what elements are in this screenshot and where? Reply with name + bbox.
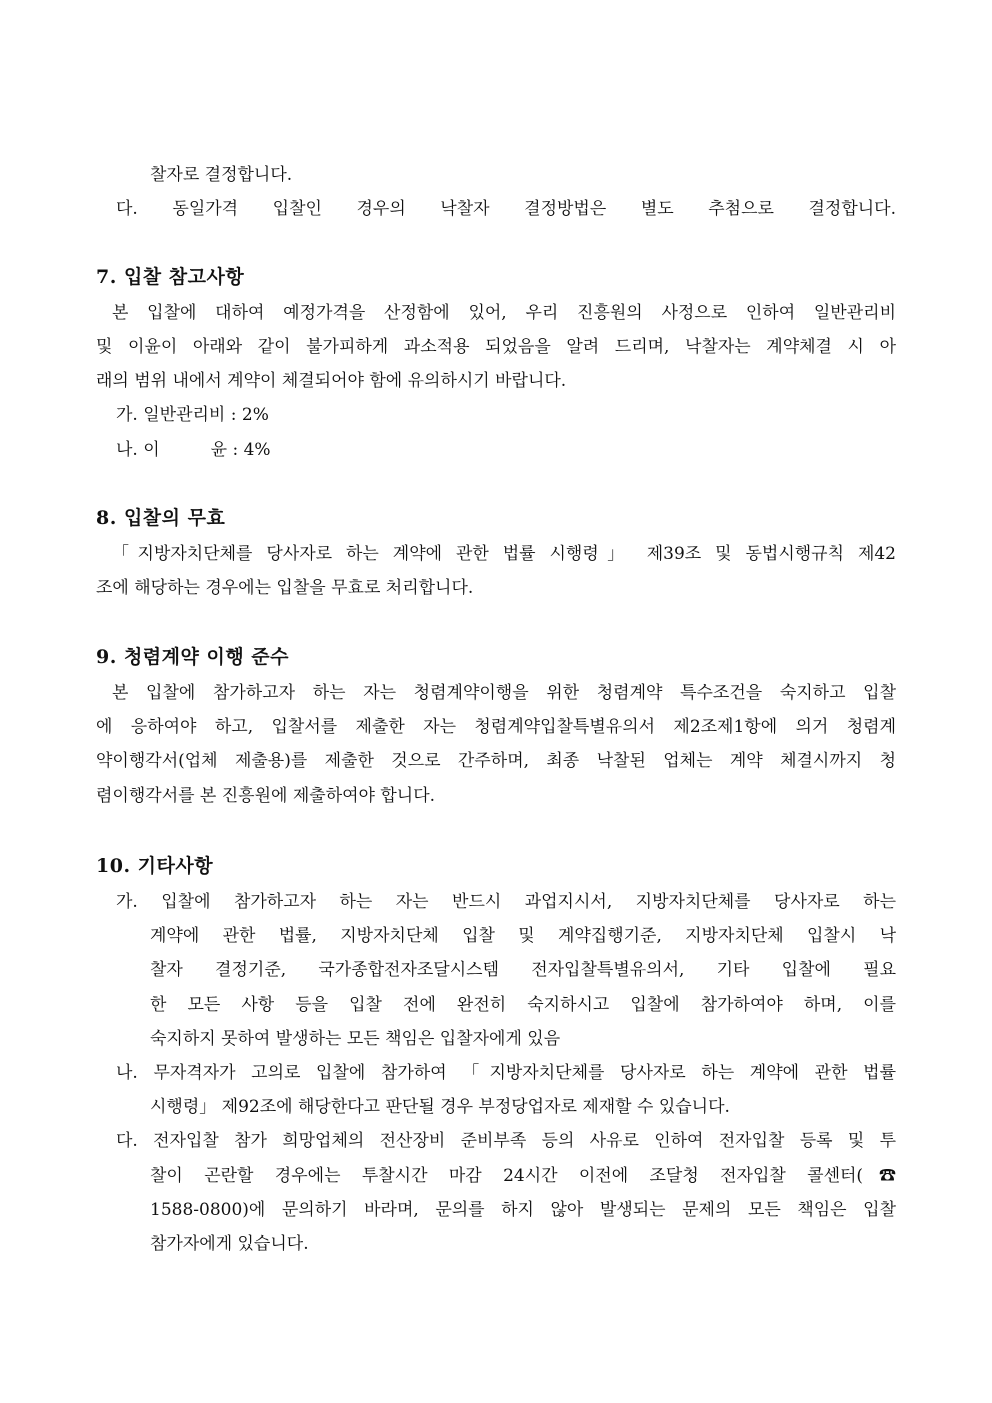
section-heading: 9. 청렴계약 이행 준수 (96, 646, 290, 668)
list-item-continuation: 계약에 관한 법률, 지방자치단체 입찰 및 계약집행기준, 지방자치단체 입찰시 낙 (150, 926, 896, 946)
list-item-continuation: 참가자에게 있습니다. (150, 1234, 309, 1254)
list-item: 가. 일반관리비 : 2% (116, 405, 269, 425)
list-item: 나. 무자격자가 고의로 입찰에 참가하여 「지방자치단체를 당사자로 하는 계약에 관한 법률 (116, 1063, 896, 1083)
list-item: 가. 입찰에 참가하고자 하는 자는 반드시 과업지시서, 지방자치단체를 당사자로 하는 (116, 892, 896, 912)
list-item: 다. 전자입찰 참가 희망업체의 전산장비 준비부족 등의 사유로 인하여 전자입찰 등록 및 투 (116, 1131, 896, 1151)
list-item-continuation: 한 모든 사항 등을 입찰 전에 완전히 숙지하시고 입찰에 참가하여야 하며, 이를 (150, 995, 896, 1015)
paragraph-line: 「지방자치단체를 당사자로 하는 계약에 관한 법률 시행령」 제39조 및 동법시행규칙 제42 (112, 544, 896, 564)
section-heading: 10. 기타사항 (96, 855, 214, 877)
paragraph-line: 렴이행각서를 본 진흥원에 제출하여야 합니다. (96, 786, 436, 806)
list-item: 다. 동일가격 입찰인 경우의 낙찰자 결정방법은 별도 추첨으로 결정합니다. (116, 199, 896, 219)
list-item-continuation: 찰자 결정기준, 국가종합전자조달시스템 전자입찰특별유의서, 기타 입찰에 필요 (150, 960, 896, 980)
list-item-continuation: 숙지하지 못하여 발생하는 모든 책임은 입찰자에게 있음 (150, 1029, 561, 1049)
paragraph-line: 본 입찰에 대하여 예정가격을 산정함에 있어, 우리 진흥원의 사정으로 인하여 일반관리비 (112, 303, 896, 323)
paragraph-line: 래의 범위 내에서 계약이 체결되어야 함에 유의하시기 바랍니다. (96, 371, 567, 391)
list-item: 나. 이 윤 : 4% (116, 440, 271, 460)
paragraph-line: 에 응하여야 하고, 입찰서를 제출한 자는 청렴계약입찰특별유의서 제2조제1항에 의거 청렴계 (96, 717, 896, 737)
paragraph-line: 본 입찰에 참가하고자 하는 자는 청렴계약이행을 위한 청렴계약 특수조건을 숙지하고 입찰 (112, 683, 896, 703)
section-heading: 7. 입찰 참고사항 (96, 266, 245, 288)
paragraph-line: 찰자로 결정합니다. (150, 165, 293, 185)
paragraph-line: 조에 해당하는 경우에는 입찰을 무효로 처리합니다. (96, 578, 474, 598)
section-heading: 8. 입찰의 무효 (96, 507, 226, 529)
list-item-continuation: 1588-0800)에 문의하기 바라며, 문의를 하지 않아 발생되는 문제의 모든 책임은 입찰 (150, 1200, 896, 1220)
paragraph-line: 및 이윤이 아래와 같이 불가피하게 과소적용 되었음을 알려 드리며, 낙찰자는 계약체결 시 아 (96, 337, 896, 357)
paragraph-line: 약이행각서(업체 제출용)를 제출한 것으로 간주하며, 최종 낙찰된 업체는 계약 체결시까지 청 (96, 751, 896, 771)
list-item-continuation: 찰이 곤란할 경우에는 투찰시간 마감 24시간 이전에 조달청 전자입찰 콜센터(☎ (150, 1166, 896, 1186)
list-item-continuation: 시행령」 제92조에 해당한다고 판단될 경우 부정당업자로 제재할 수 있습니다. (150, 1097, 730, 1117)
